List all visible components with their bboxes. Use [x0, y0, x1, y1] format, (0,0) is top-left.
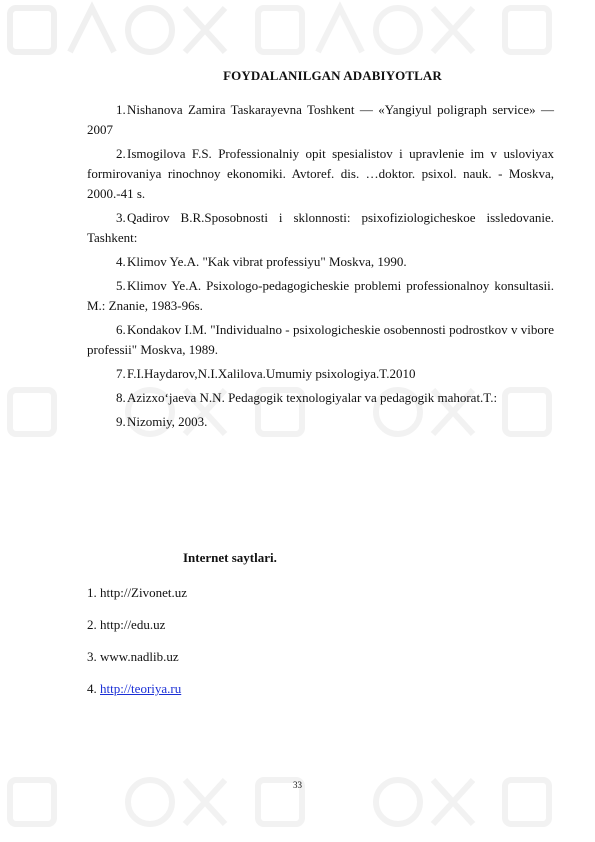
reference-text: Azizxo‘jaeva N.N. Pedagogik texnologiyalar va pedagogik mahorat.T.:: [127, 390, 498, 405]
reference-text: Klimov Ye.A. Psixologo-pedagogicheskie problemi professionalnoy konsultasii. M.: Znanie, 1983-96s.: [87, 278, 554, 313]
reference-item: [87, 100, 554, 140]
internet-link-list: [87, 585, 187, 713]
reference-item: [87, 412, 554, 432]
reference-item: [87, 276, 554, 316]
internet-section-title: Internet saytlari.: [183, 550, 277, 565]
link-item: 1. http://Zivonet.uz: [87, 585, 188, 600]
reference-number: 2.: [116, 146, 126, 161]
link-item: 3. www.nadlib.uz: [87, 649, 179, 664]
reference-number: 4.: [116, 254, 126, 269]
reference-item: [87, 208, 554, 248]
page-title: FOYDALANILGAN ADABIYOTLAR: [223, 68, 442, 83]
reference-text: Nizomiy, 2003.: [127, 414, 208, 429]
page-number: 33: [293, 780, 302, 790]
reference-text: F.I.Haydarov,N.I.Xalilova.Umumiy psixologiya.T.2010: [127, 366, 416, 381]
reference-number: 3.: [116, 210, 126, 225]
reference-number: 8.: [116, 390, 126, 405]
reference-item: [87, 320, 554, 360]
reference-item: [87, 252, 554, 272]
reference-item: [87, 364, 554, 384]
reference-list: [87, 100, 554, 436]
teoriya-link[interactable]: http://teoriya.ru: [100, 681, 182, 696]
reference-number: 6.: [116, 322, 126, 337]
reference-text: Nishanova Zamira Taskarayevna Toshkent — «Yangiyul poligraph service» — 2007: [87, 102, 554, 137]
reference-item: [87, 144, 554, 204]
reference-number: 7.: [116, 366, 126, 381]
link-item: 2. http://edu.uz: [87, 617, 166, 632]
link-item: [87, 681, 187, 713]
reference-text: Qadirov B.R.Sposobnosti i sklonnosti: psixofiziologicheskoe issledovanie. Tashkent:: [87, 210, 554, 245]
reference-text: Ismogilova F.S. Professionalniy opit spesialistov i upravlenie im v usloviyax formirovaniya rinochnoy ekonomiki. Avtoref. dis. …doktor. psixol. nauk. - Moskva, 2000.-41 s.: [87, 146, 554, 201]
reference-text: Klimov Ye.A. "Kak vibrat professiyu" Moskva, 1990.: [127, 254, 407, 269]
reference-number: 5.: [116, 278, 126, 293]
reference-text: Kondakov I.M. "Individualno - psixologicheskie osobennosti podrostkov v vibore professii" Moskva, 1989.: [87, 322, 554, 357]
reference-number: 9.: [116, 414, 126, 429]
link-number: 4.: [87, 681, 100, 696]
reference-number: 1.: [116, 102, 126, 117]
reference-item: [87, 388, 554, 408]
